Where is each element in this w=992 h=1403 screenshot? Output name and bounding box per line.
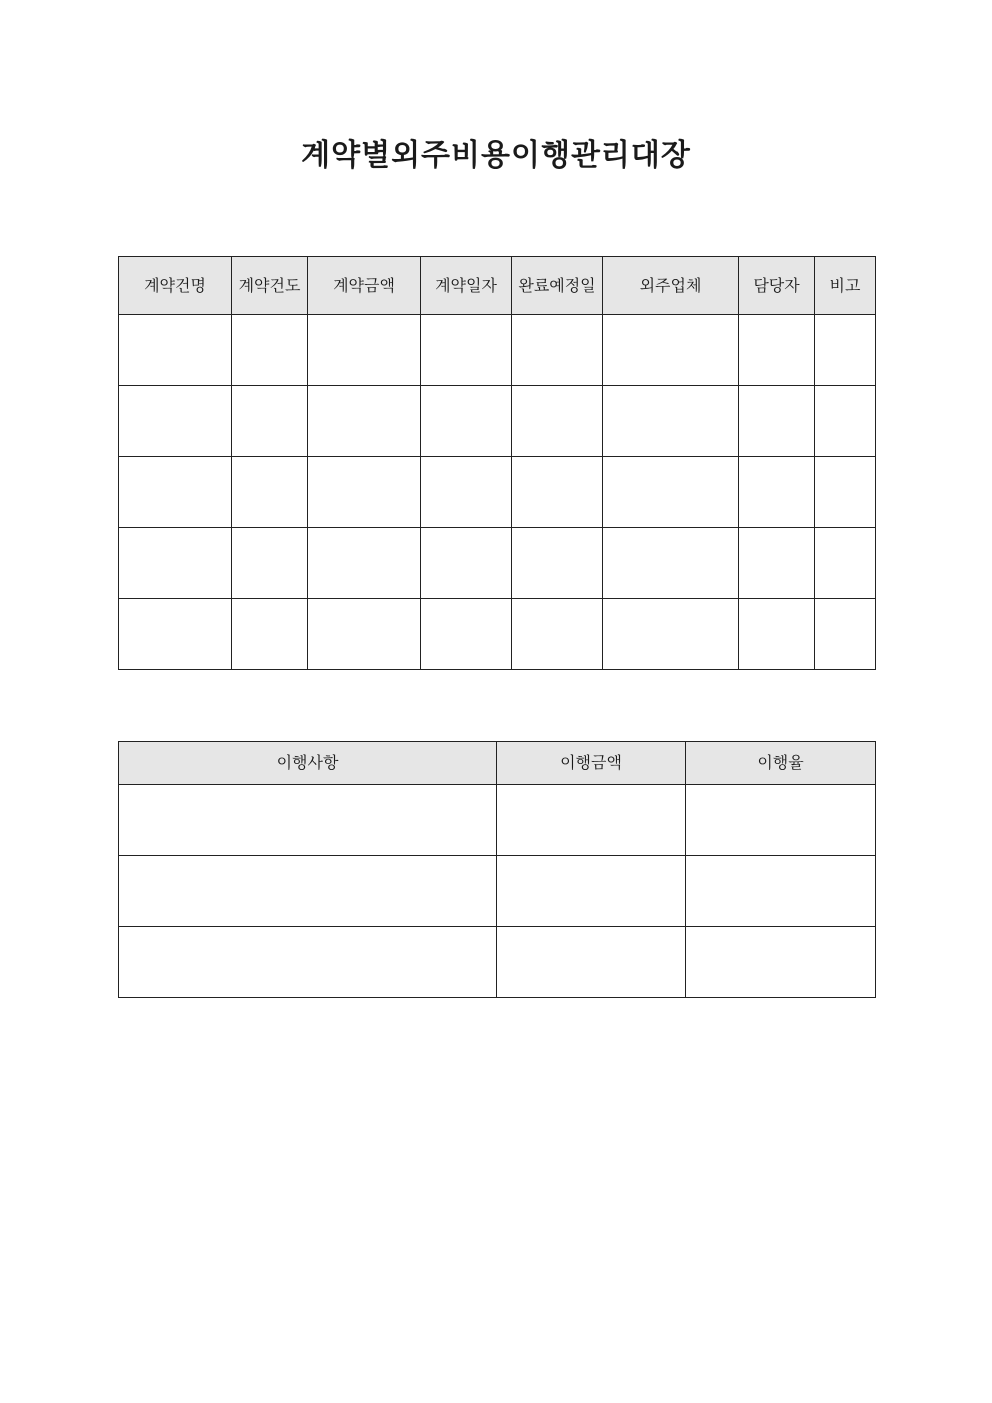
contract-count-cell[interactable]: [232, 528, 308, 599]
remarks-cell[interactable]: [815, 599, 876, 670]
contract-name-cell[interactable]: [119, 528, 232, 599]
subcontractor-cell[interactable]: [603, 457, 739, 528]
expected-completion-cell[interactable]: [512, 528, 603, 599]
contract-table: [118, 256, 876, 670]
subcontractor-cell[interactable]: [603, 386, 739, 457]
performance-table: [118, 741, 876, 998]
table-row: [119, 927, 876, 998]
subcontractor-cell[interactable]: [603, 315, 739, 386]
contract-count-cell[interactable]: [232, 599, 308, 670]
performance-amount-cell[interactable]: [497, 785, 686, 856]
table-row: [119, 856, 876, 927]
table-row: [119, 386, 876, 457]
contract-date-cell[interactable]: [421, 528, 512, 599]
header-performance-amount: 이행금액: [497, 742, 686, 785]
contract-count-cell[interactable]: [232, 457, 308, 528]
performance-rate-cell[interactable]: [686, 785, 876, 856]
performance-rate-cell[interactable]: [686, 927, 876, 998]
performance-rate-cell[interactable]: [686, 856, 876, 927]
contract-amount-cell[interactable]: [308, 315, 421, 386]
contract-amount-cell[interactable]: [308, 386, 421, 457]
contract-name-cell[interactable]: [119, 457, 232, 528]
header-expected-completion: 완료예정일: [512, 257, 603, 315]
performance-item-cell[interactable]: [119, 856, 497, 927]
contract-date-cell[interactable]: [421, 457, 512, 528]
expected-completion-cell[interactable]: [512, 599, 603, 670]
performance-item-cell[interactable]: [119, 927, 497, 998]
performance-item-cell[interactable]: [119, 785, 497, 856]
manager-cell[interactable]: [739, 386, 815, 457]
header-contract-date: 계약일자: [421, 257, 512, 315]
header-contract-name: 계약건명: [119, 257, 232, 315]
manager-cell[interactable]: [739, 315, 815, 386]
header-contract-count: 계약건도: [232, 257, 308, 315]
contract-amount-cell[interactable]: [308, 528, 421, 599]
header-subcontractor: 외주업체: [603, 257, 739, 315]
contract-count-cell[interactable]: [232, 386, 308, 457]
contract-amount-cell[interactable]: [308, 599, 421, 670]
document-title: 계약별외주비용이행관리대장: [301, 138, 691, 173]
contract-date-cell[interactable]: [421, 599, 512, 670]
contract-amount-cell[interactable]: [308, 457, 421, 528]
header-contract-amount: 계약금액: [308, 257, 421, 315]
contract-table-header-row: [119, 257, 876, 315]
subcontractor-cell[interactable]: [603, 599, 739, 670]
subcontractor-cell[interactable]: [603, 528, 739, 599]
performance-amount-cell[interactable]: [497, 856, 686, 927]
header-remarks: 비고: [815, 257, 876, 315]
contract-count-cell[interactable]: [232, 315, 308, 386]
manager-cell[interactable]: [739, 599, 815, 670]
performance-table-header-row: [119, 742, 876, 785]
contract-name-cell[interactable]: [119, 315, 232, 386]
header-performance-item: 이행사항: [119, 742, 497, 785]
table-row: [119, 599, 876, 670]
header-manager: 담당자: [739, 257, 815, 315]
expected-completion-cell[interactable]: [512, 386, 603, 457]
expected-completion-cell[interactable]: [512, 457, 603, 528]
table-row: [119, 457, 876, 528]
table-row: [119, 528, 876, 599]
manager-cell[interactable]: [739, 528, 815, 599]
remarks-cell[interactable]: [815, 386, 876, 457]
contract-name-cell[interactable]: [119, 386, 232, 457]
contract-name-cell[interactable]: [119, 599, 232, 670]
expected-completion-cell[interactable]: [512, 315, 603, 386]
remarks-cell[interactable]: [815, 315, 876, 386]
remarks-cell[interactable]: [815, 528, 876, 599]
contract-date-cell[interactable]: [421, 315, 512, 386]
table-row: [119, 315, 876, 386]
manager-cell[interactable]: [739, 457, 815, 528]
header-performance-rate: 이행율: [686, 742, 876, 785]
performance-amount-cell[interactable]: [497, 927, 686, 998]
table-row: [119, 785, 876, 856]
contract-date-cell[interactable]: [421, 386, 512, 457]
remarks-cell[interactable]: [815, 457, 876, 528]
